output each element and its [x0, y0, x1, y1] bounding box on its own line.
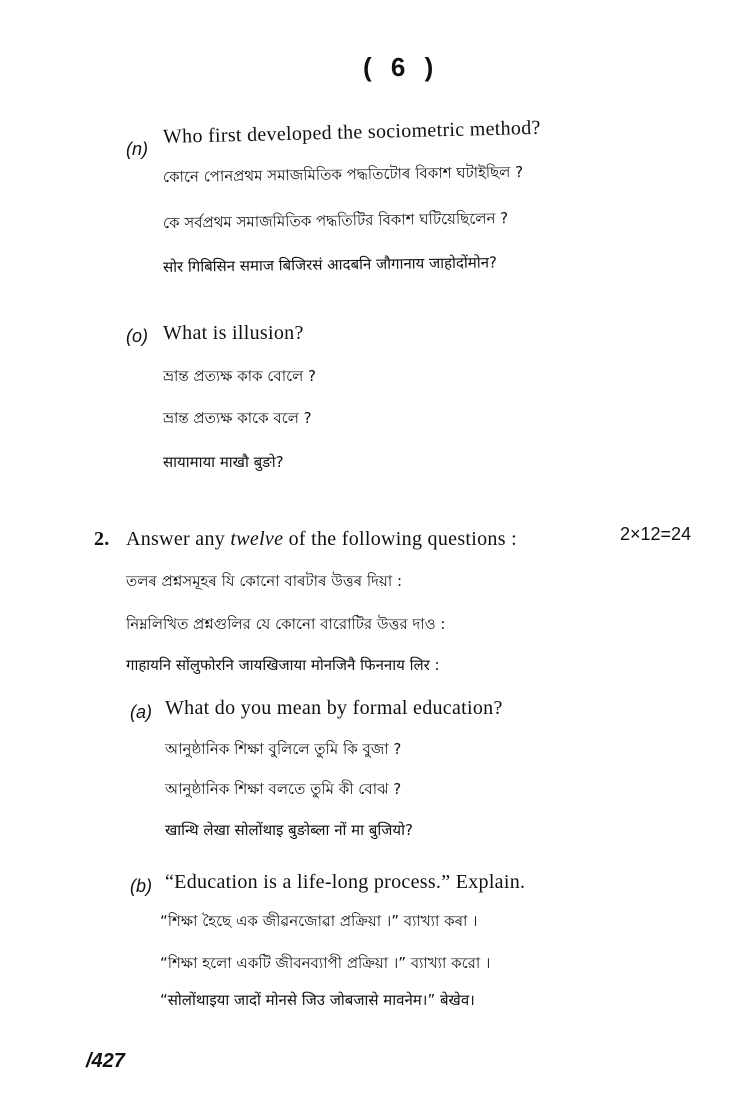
question-b-english: “Education is a life-long process.” Explain.	[165, 871, 526, 893]
question-2-bengali: নিম্নলিখিত প্রশ্নগুলির যে কোনো বারোটির উত্তর দাও :	[126, 615, 446, 633]
question-n-label: (n)	[126, 139, 148, 159]
question-b-bengali: “শিক্ষা হলো একটি জীবনব্যাপী প্রক্রিয়া ।” ব্যাখ্যা করো ।	[160, 954, 491, 972]
question-b-assamese: “শিক্ষা হৈছে এক জীৱনজোৱা প্ৰক্ৰিয়া ।” ব্যাখ্যা কৰা ।	[160, 912, 478, 930]
question-o-bodo: सायामाया माखौ बुङो?	[163, 453, 284, 471]
question-n-english: Who first developed the sociometric method?	[162, 116, 541, 148]
question-o-label: (o)	[126, 326, 148, 346]
question-2-assamese: তলৰ প্ৰশ্নসমূহৰ যি কোনো বাৰটাৰ উত্তৰ দিয়া :	[126, 572, 403, 590]
question-a-assamese: আনুষ্ঠানিক শিক্ষা বুলিলে তুমি কি বুজা ?	[165, 740, 402, 758]
question-b-bodo: “सोलोंथाइया जादों मोनसे जिउ जोबजासे मावनेम।” बेखेव।	[160, 991, 475, 1009]
question-a-label: (a)	[130, 702, 152, 722]
question-2-english	[126, 528, 517, 551]
question-2-number: 2.	[94, 528, 110, 550]
question-n-assamese: কোনে পোনপ্ৰথম সমাজমিতিক পদ্ধতিটোৰ বিকাশ ঘটাইছিল ?	[162, 162, 524, 186]
question-o-assamese: ভ্ৰান্ত প্ৰত্যক্ষ কাক বোলে ?	[163, 367, 317, 385]
question-2-marks: 2×12=24	[620, 524, 692, 544]
question-2-bodo: गाहायनि सोंलुफोरनि जायखिजाया मोनजिनै फिननाय लिर :	[126, 656, 440, 674]
question-n-bengali: কে সর্বপ্রথম সমাজমিতিক পদ্ধতিটির বিকাশ ঘটিয়েছিলেন ?	[162, 209, 509, 232]
question-2-suffix: of the following questions :	[283, 528, 517, 550]
question-a-bengali: আনুষ্ঠানিক শিক্ষা বলতে তুমি কী বোঝ ?	[165, 780, 402, 798]
question-2-emphasis: twelve	[230, 528, 284, 550]
question-o-english: What is illusion?	[163, 322, 304, 344]
question-a-bodo: खान्थि लेखा सोलोंथाइ बुङोब्ला नों मा बुजियो?	[165, 821, 413, 839]
question-a-english: What do you mean by formal education?	[165, 697, 503, 719]
page-number: ( 6 )	[363, 52, 440, 82]
question-2-prefix: Answer any	[126, 528, 231, 550]
paper-code: /427	[86, 1050, 125, 1072]
question-o-bengali: ভ্রান্ত প্রত্যক্ষ কাকে বলে ?	[163, 409, 312, 427]
question-b-label: (b)	[130, 876, 152, 896]
question-n-bodo: सोर गिबिसिन समाज बिजिरसं आदबनि जौगानाय जाहोदोंमोन?	[162, 253, 498, 276]
